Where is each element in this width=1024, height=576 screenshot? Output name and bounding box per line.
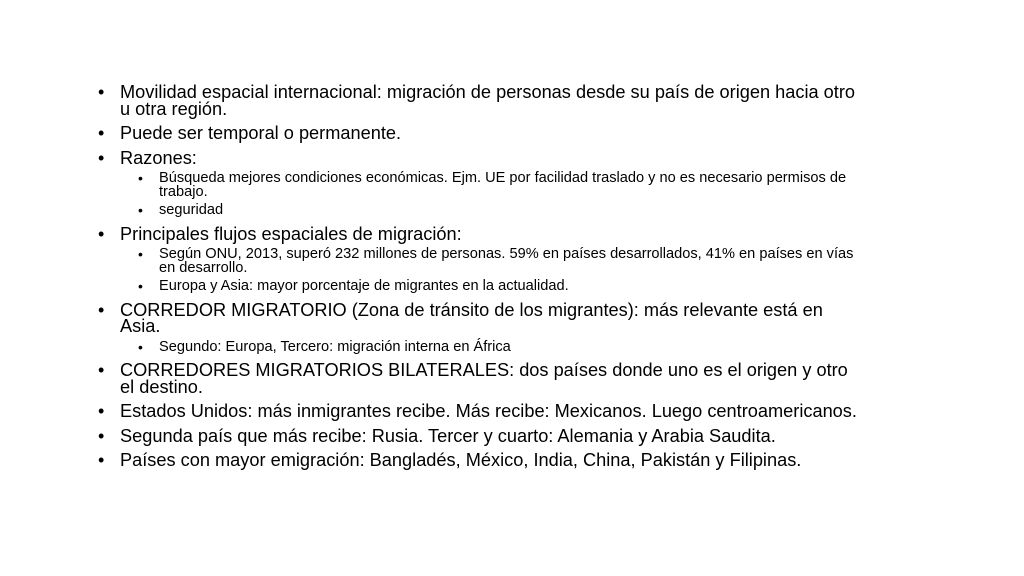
bullet-item [98,223,858,294]
sub-bullet-item [138,172,858,199]
bullet-text: Estados Unidos: más inmigrantes recibe. Más recibe: Mexicanos. Luego centroamericanos. [120,401,857,421]
sub-bullet-text: Segundo: Europa, Tercero: migración interna en África [159,338,511,355]
sub-bullet-text: Europa y Asia: mayor porcentaje de migrantes en la actualidad. [159,278,569,294]
bullet-text: Segunda país que más recibe: Rusia. Tercer y cuarto: Alemania y Arabia Saudita. [120,425,776,446]
sub-bullet-item [138,204,858,218]
sub-bullet-text: seguridad [159,202,224,218]
bullet-text: Puede ser temporal o permanente. [120,123,402,143]
bullet-item [98,362,858,395]
bullet-item [98,299,858,355]
bullet-item [98,452,858,469]
bullet-text: Principales flujos espaciales de migración: [120,223,462,244]
sub-bullet-text: Búsqueda mejores condiciones económicas. Ejm. UE por facilidad traslado y no es necesario permisos de trabajo. [159,170,847,200]
sub-bullet-list [138,172,858,218]
bullet-item [98,147,858,218]
bullet-text: Razones: [120,147,197,168]
sub-bullet-list [138,248,858,294]
sub-bullet-item [138,280,858,294]
sub-bullet-item [138,338,858,355]
bullet-text: Movilidad espacial internacional: migración de personas desde su país de origen hacia otro u otra región. [120,82,856,119]
sub-bullet-list [138,338,858,355]
bullet-list [98,84,858,469]
bullet-text: CORREDORES MIGRATORIOS BILATERALES: dos países donde uno es el origen y otro el destino. [120,360,848,397]
sub-bullet-text: Según ONU, 2013, superó 232 millones de personas. 59% en países desarrollados, 41% en países en vías en desarrollo. [159,246,854,276]
bullet-item [98,425,858,446]
bullet-item [98,125,858,142]
bullet-text: Países con mayor emigración: Bangladés, México, India, China, Pakistán y Filipinas. [120,450,802,470]
bullet-item [98,403,858,420]
bullet-text: CORREDOR MIGRATORIO (Zona de tránsito de los migrantes): más relevante está en Asia. [120,299,823,336]
slide-content [98,84,858,477]
bullet-item [98,84,858,117]
sub-bullet-item [138,248,858,275]
